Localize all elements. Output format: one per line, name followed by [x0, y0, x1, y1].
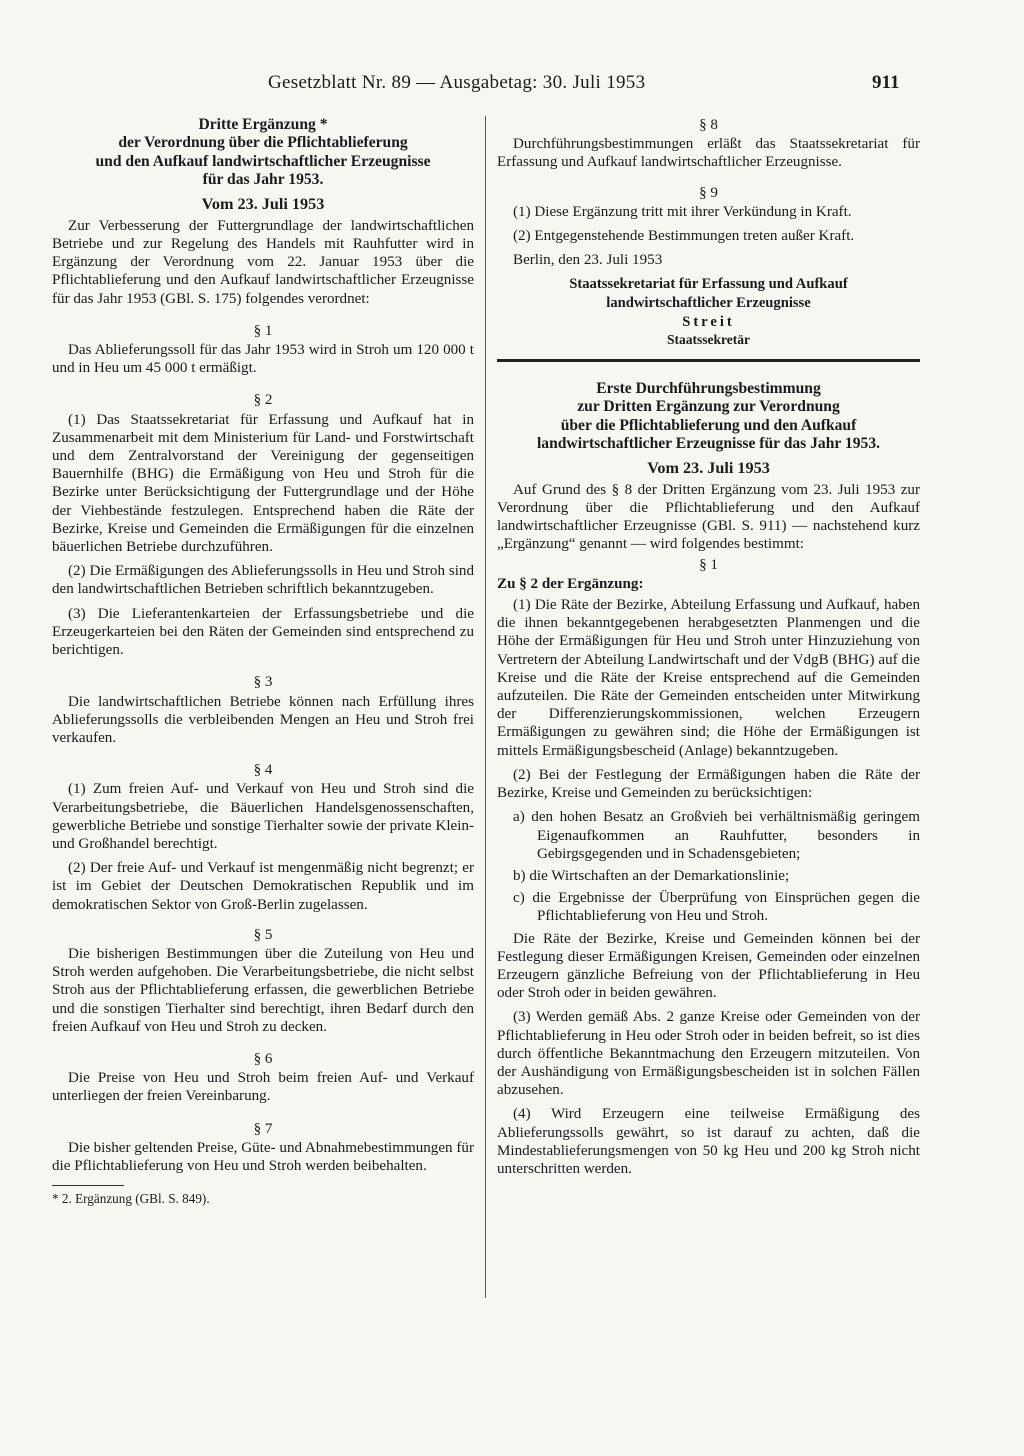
- preamble: Auf Grund des § 8 der Dritten Ergänzung vom 23. Juli 1953 zur Verordnung über die Pflichtablieferung und den Aufkauf landwirtschaftlicher Erzeugnisse (GBl. S. 911) — nachstehend kurz „Ergänzung“ genannt — wird folgendes bestimmt:: [497, 481, 920, 553]
- title-line: landwirtschaftlicher Erzeugnisse für das Jahr 1953.: [536, 435, 881, 453]
- signature-org-line: landwirtschaftlicher Erzeugnisse: [606, 295, 811, 312]
- regulation-date: Vom 23. Juli 1953: [647, 458, 770, 477]
- section-paragraph: (1) Zum freien Auf- und Verkauf von Heu und Stroh sind die Verarbeitungsbetriebe, die Bäuerlichen Handelsgenossenschaften, gewerbliche Betriebe und sonstige Tierhalter sowie der private Klein- und Großhandel berechtigt.: [52, 781, 474, 852]
- footnote-rule: [52, 1185, 124, 1186]
- section-paragraph: (2) Bei der Festlegung der Ermäßigungen haben die Räte der Bezirke, Kreise und Gemeinden zu berücksichtigen:: [497, 766, 920, 802]
- place-date: Berlin, den 23. Juli 1953: [513, 252, 663, 269]
- section-paragraph: (2) Entgegenstehende Bestimmungen treten außer Kraft.: [513, 228, 855, 245]
- section-text: Durchführungsbestimmungen erläßt das Staatssekretariat für Erfassung und Aufkauf landwirtschaftlicher Erzeugnisse.: [497, 136, 920, 171]
- signature-org: [497, 275, 920, 312]
- section-paragraph: (2) Der freie Auf- und Verkauf ist mengenmäßig nicht begrenzt; er ist im Gebiet der Deutschen Demokratischen Republik und im demokratischen Sektor von Groß-Berlin zugelassen.: [52, 860, 474, 913]
- title-line: der Verordnung über die Pflichtablieferung: [118, 134, 408, 152]
- section-heading: § 9: [699, 184, 718, 201]
- running-header: Gesetzblatt Nr. 89 — Ausgabetag: 30. Juli 1953: [268, 72, 646, 93]
- section-heading: § 1: [699, 556, 718, 573]
- section-text: Die Preise von Heu und Stroh beim freien Auf- und Verkauf unterliegen der freien Vereinbarung.: [52, 1070, 474, 1105]
- right-column: [497, 116, 920, 1184]
- section-heading: § 1: [253, 322, 273, 339]
- title-line: zur Dritten Ergänzung zur Verordnung: [577, 398, 840, 416]
- section-subheading: Zu § 2 der Ergänzung:: [497, 575, 644, 592]
- list-item: a) den hohen Besatz an Großvieh bei verhältnismäßig geringem Eigenaufkommen an Rauhfutter, besonders in Gebirgsgegenden und in Schadensgebieten;: [513, 809, 920, 862]
- title-line: für das Jahr 1953.: [202, 171, 324, 189]
- section-paragraph: (3) Werden gemäß Abs. 2 ganze Kreise oder Gemeinden von der Pflichtablieferung in Heu oder Stroh oder in beiden befreit, so ist dies durch öffentliche Bekanntmachung den Erzeugern mitzuteilen. Von der Aushändigung von Ermäßigungsbescheiden ist in solchen Fällen abzusehen.: [497, 1009, 920, 1099]
- section-paragraph: (4) Wird Erzeugern eine teilweise Ermäßigung des Ablieferungssolls gewährt, so ist darauf zu achten, daß die Mindestablieferungsmengen von 50 kg Heu und 200 kg Stroh nicht unterschritten werden.: [497, 1106, 920, 1177]
- section-paragraph: Die Räte der Bezirke, Kreise und Gemeinden können bei der Festlegung dieser Ermäßigungen Kreisen, Gemeinden oder einzelnen Erzeugern gänzliche Befreiung von der Pflichtablieferung in Heu oder Stroh oder in beiden gewähren.: [497, 930, 920, 1002]
- list-item: b) die Wirtschaften an der Demarkationslinie;: [513, 867, 790, 884]
- section-text: Die bisherigen Bestimmungen über die Zuteilung von Heu und Stroh werden aufgehoben. Die Verarbeitungsbetriebe, die nicht selbst Stroh aus der Pflichtablieferung erfassen, die gewerblichen Betriebe und die sonstigen Tierhalter sind berechtigt, ihren Bedarf durch den freien Aufkauf von Heu und Stroh zu decken.: [52, 945, 474, 1035]
- section-text: Die bisher geltenden Preise, Güte- und Abnahmebestimmungen für die Pflichtablieferung von Heu und Stroh werden beibehalten.: [52, 1139, 474, 1174]
- section-heading: § 7: [253, 1120, 273, 1137]
- section-heading: § 8: [699, 117, 718, 133]
- section-text: Das Ablieferungssoll für das Jahr 1953 wird in Stroh um 120 000 t und in Heu um 45 000 t ermäßigt.: [52, 342, 474, 377]
- column-divider: [485, 116, 486, 1298]
- section-paragraph: (1) Die Räte der Bezirke, Abteilung Erfassung und Aufkauf, haben die ihnen bekanntgegebenen herabgesetzten Planmengen und die Höhe der Ermäßigungen für Heu und Stroh unter Hinzuziehung von Vertretern der Abteilung Landwirtschaft und der VdgB (BHG) auf die Kreise und die Räte der Kreise entsprechend auf die Gemeinden aufzuteilen. Die Räte der Gemeinden entscheiden unter Mitwirkung der Differenzierungskommissionen, welchen Erzeugern Ermäßigungen zu gewähren sind; die Höhe der Ermäßigungen ist mittels Ermäßigungsbescheid (Anlage) bekanntzugeben.: [497, 597, 920, 759]
- section-paragraph: (1) Das Staatssekretariat für Erfassung und Aufkauf hat in Zusammenarbeit mit dem Ministerium für Land- und Forstwirtschaft und dem Zentralvorstand der Vereinigung der gegenseitigen Bauernhilfe (BHG) die Ermäßigung von Heu und Stroh für die Bezirke unter Berücksichtigung der Futtergrundlage und der Höhe der Viehbestände festzulegen. Entsprechend haben die Räte der Bezirke, Kreise und Gemeinden die Ermäßigungen für die einzelnen bäuerlichen Betriebe durchzuführen.: [52, 411, 474, 556]
- left-column: [52, 116, 474, 1208]
- preamble: Zur Verbesserung der Futtergrundlage der landwirtschaftlichen Betriebe und zur Regelung des Handels mit Rauhfutter wird in Ergänzung der Verordnung vom 22. Januar 1953 über die Pflichtablieferung und den Aufkauf landwirtschaftlicher Erzeugnisse für das Jahr 1953 (GBl. S. 175) folgendes verordnet:: [52, 217, 474, 307]
- section-paragraph: (1) Diese Ergänzung tritt mit ihrer Verkündung in Kraft.: [513, 203, 852, 220]
- section-paragraph: (3) Die Lieferantenkarteien der Erfassungsbetriebe und die Erzeugerkarteien bei den Räten der Gemeinden sind entsprechend zu berichtigen.: [52, 605, 474, 659]
- title-line: über die Pflichtablieferung und den Aufkauf: [560, 416, 857, 434]
- section-separator: [497, 359, 920, 362]
- section-heading: § 2: [253, 392, 273, 409]
- ordinance-date: Vom 23. Juli 1953: [201, 194, 325, 213]
- signature-org-line: Staatssekretariat für Erfassung und Aufkauf: [569, 276, 848, 293]
- section-heading: § 5: [253, 926, 273, 943]
- section-heading: § 3: [253, 674, 273, 691]
- footnote: * 2. Ergänzung (GBl. S. 849).: [52, 1191, 210, 1207]
- regulation-title: [497, 380, 920, 454]
- page-number: 911: [872, 72, 900, 93]
- section-heading: § 6: [253, 1050, 273, 1067]
- list-item: c) die Ergebnisse der Überprüfung von Einsprüchen gegen die Pflichtablieferung von Heu und Stroh.: [513, 890, 920, 925]
- ordinance-title: [52, 116, 474, 190]
- signature-name: Streit: [682, 313, 735, 330]
- section-text: Die landwirtschaftlichen Betriebe können nach Erfüllung ihres Ablieferungssolls die verbleibenden Mengen an Heu und Stroh frei verkaufen.: [52, 693, 474, 746]
- title-line: Erste Durchführungsbestimmung: [596, 380, 821, 398]
- signature-title: Staatssekretär: [667, 331, 750, 347]
- title-line: und den Aufkauf landwirtschaftlicher Erzeugnisse: [95, 152, 431, 170]
- section-paragraph: (2) Die Ermäßigungen des Ablieferungssolls in Heu und Stroh sind den landwirtschaftlichen Betrieben schriftlich bekanntzugeben.: [52, 563, 474, 598]
- section-heading: § 4: [253, 762, 273, 779]
- title-line: Dritte Ergänzung *: [198, 116, 328, 133]
